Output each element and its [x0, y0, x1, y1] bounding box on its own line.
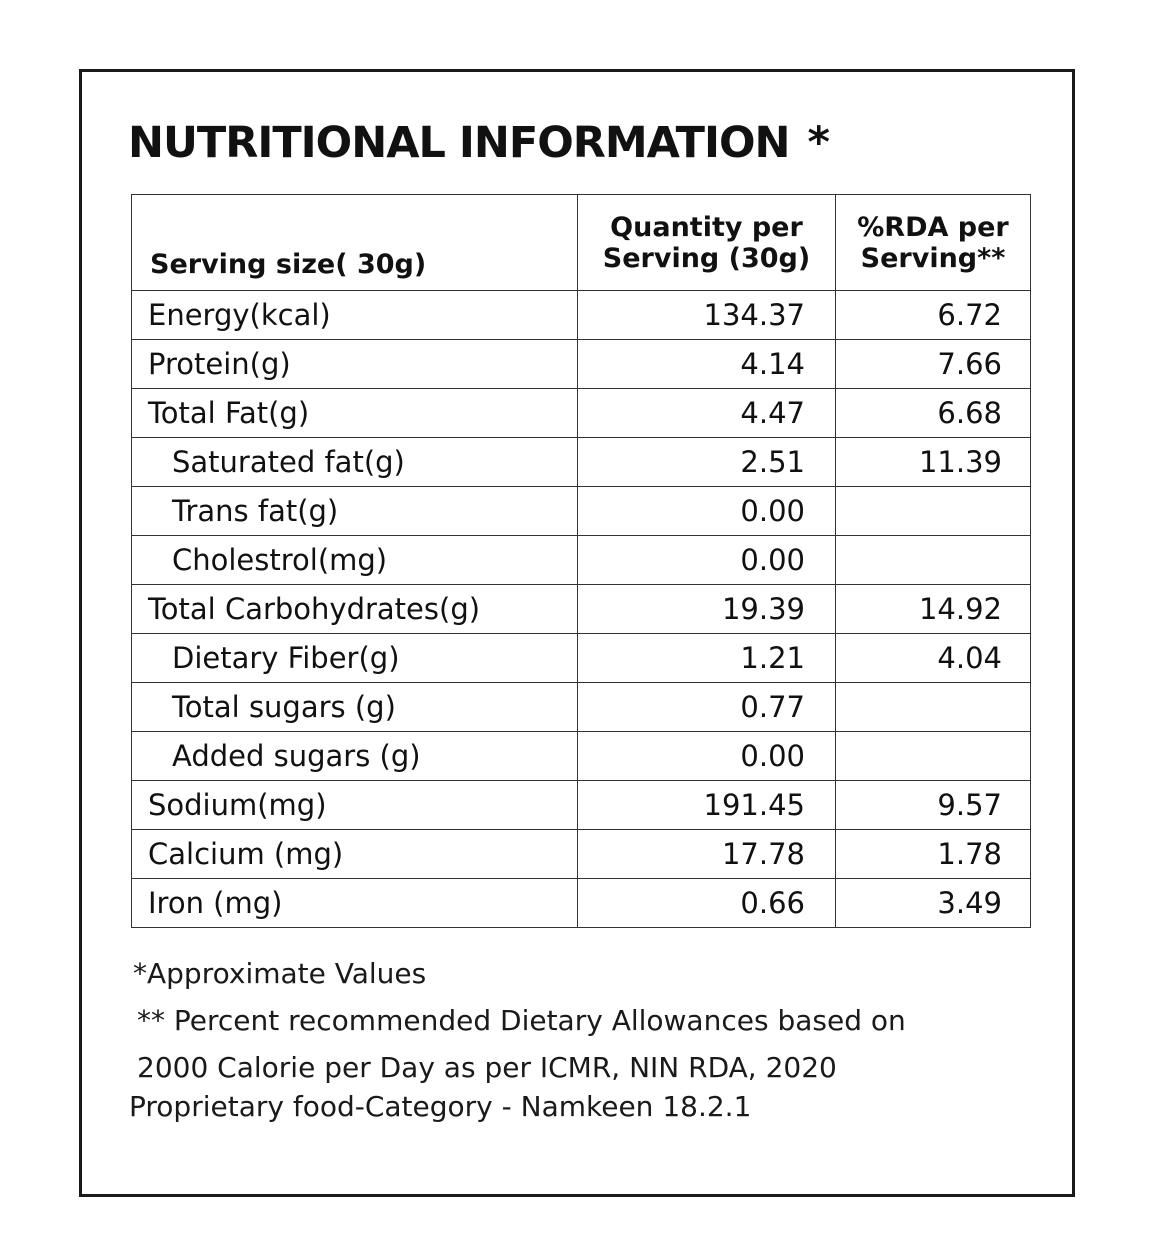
header-quantity	[578, 195, 836, 291]
rda-value: 14.92	[836, 585, 1031, 634]
nutrient-label: Iron (mg)	[132, 879, 578, 928]
quantity-value: 0.00	[578, 732, 836, 781]
table-header-row	[132, 195, 1031, 291]
quantity-value: 0.00	[578, 536, 836, 585]
rda-value: 3.49	[836, 879, 1031, 928]
rda-value	[836, 683, 1031, 732]
table-row	[132, 781, 1031, 830]
rda-value: 9.57	[836, 781, 1031, 830]
footnote-calorie-basis: 2000 Calorie per Day as per ICMR, NIN RDA, 2020	[137, 1051, 837, 1084]
rda-value	[836, 487, 1031, 536]
header-rda-line2: Serving**	[860, 242, 1006, 274]
rda-value: 1.78	[836, 830, 1031, 879]
rda-value	[836, 732, 1031, 781]
quantity-value: 0.00	[578, 487, 836, 536]
rda-value	[836, 536, 1031, 585]
header-serving-size: Serving size( 30g)	[132, 195, 578, 291]
nutrient-label: Sodium(mg)	[132, 781, 578, 830]
table-row	[132, 634, 1031, 683]
header-rda-line1: %RDA per	[857, 211, 1009, 243]
table-row	[132, 879, 1031, 928]
rda-value: 11.39	[836, 438, 1031, 487]
nutrient-label: Added sugars (g)	[132, 732, 578, 781]
title-text: NUTRITIONAL INFORMATION	[128, 118, 790, 168]
nutrient-label: Energy(kcal)	[132, 291, 578, 340]
page-title	[128, 118, 829, 168]
rda-value: 7.66	[836, 340, 1031, 389]
nutrient-label: Total Carbohydrates(g)	[132, 585, 578, 634]
quantity-value: 191.45	[578, 781, 836, 830]
nutrition-table	[131, 194, 1031, 928]
nutrient-label: Dietary Fiber(g)	[132, 634, 578, 683]
nutrient-label: Trans fat(g)	[132, 487, 578, 536]
quantity-value: 2.51	[578, 438, 836, 487]
quantity-value: 19.39	[578, 585, 836, 634]
header-rda	[836, 195, 1031, 291]
rda-value: 6.68	[836, 389, 1031, 438]
quantity-value: 17.78	[578, 830, 836, 879]
table-row	[132, 291, 1031, 340]
title-asterisk: *	[807, 118, 829, 168]
table-row	[132, 536, 1031, 585]
table-row	[132, 438, 1031, 487]
quantity-value: 4.47	[578, 389, 836, 438]
table-row	[132, 340, 1031, 389]
nutrient-label: Cholestrol(mg)	[132, 536, 578, 585]
footnote-rda-basis: ** Percent recommended Dietary Allowances based on	[137, 1004, 906, 1037]
table-row	[132, 389, 1031, 438]
table-row	[132, 830, 1031, 879]
table-row	[132, 487, 1031, 536]
table-row	[132, 585, 1031, 634]
quantity-value: 134.37	[578, 291, 836, 340]
nutrient-label: Protein(g)	[132, 340, 578, 389]
quantity-value: 0.66	[578, 879, 836, 928]
footnote-category: Proprietary food-Category - Namkeen 18.2.1	[129, 1090, 752, 1123]
header-quantity-line2: Serving (30g)	[602, 242, 811, 274]
quantity-value: 4.14	[578, 340, 836, 389]
rda-value: 4.04	[836, 634, 1031, 683]
nutrient-label: Saturated fat(g)	[132, 438, 578, 487]
header-quantity-line1: Quantity per	[610, 211, 803, 243]
table-row	[132, 683, 1031, 732]
nutrient-label: Total sugars (g)	[132, 683, 578, 732]
rda-value: 6.72	[836, 291, 1031, 340]
quantity-value: 0.77	[578, 683, 836, 732]
table-row	[132, 732, 1031, 781]
nutrient-label: Calcium (mg)	[132, 830, 578, 879]
quantity-value: 1.21	[578, 634, 836, 683]
nutrient-label: Total Fat(g)	[132, 389, 578, 438]
footnote-approximate: *Approximate Values	[133, 957, 427, 990]
